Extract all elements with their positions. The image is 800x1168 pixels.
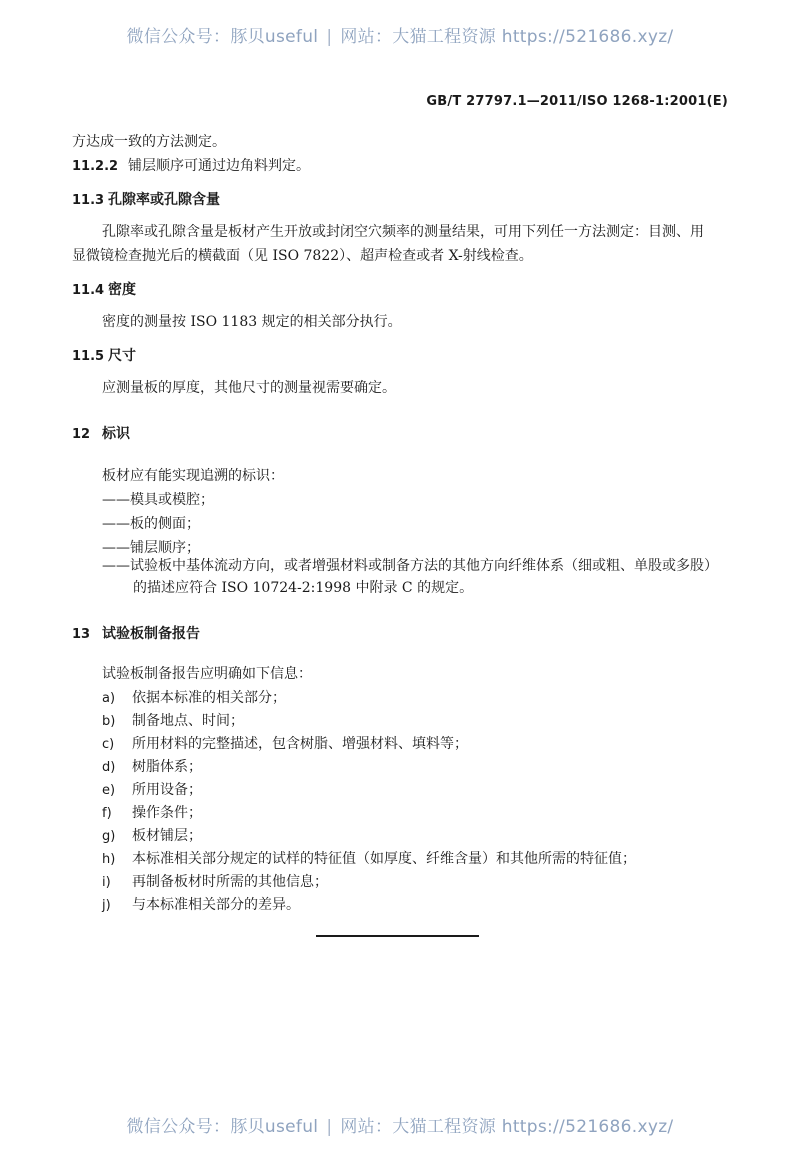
list-item [102,757,202,778]
section-number: 11.3 [72,193,105,208]
section-number: 12 [72,427,91,442]
continuation-text: 方达成一致的方法测定。 [72,134,226,150]
list-item [102,780,202,801]
paragraph-11-4: 密度的测量按 ISO 1183 规定的相关部分执行。 [102,314,402,330]
paragraph-13-intro: 试验板制备报告应明确如下信息： [102,666,312,682]
list-marker: b) [102,714,116,729]
section-heading-11-4 [72,280,136,301]
watermark-separator: | [326,1117,333,1137]
dash-list-item: ——板的侧面； [102,516,200,532]
paragraph-11-5: 应测量板的厚度，其他尺寸的测量视需要确定。 [102,380,396,396]
paragraph-11-3-line2: 显微镜检查抛光后的横截面（见 ISO 7822）、超声检查或者 X-射线检查。 [72,248,533,264]
section-title: 标识 [102,426,130,442]
list-item-text: 制备地点、时间； [132,713,244,729]
list-item [102,849,636,870]
list-item [102,895,300,916]
section-heading-11-3 [72,190,220,211]
list-item-text: 再制备板材时所需的其他信息； [132,874,328,890]
list-marker: j) [102,898,111,913]
section-title: 尺寸 [108,348,136,364]
watermark-wechat: 微信公众号：豚贝useful [126,27,319,47]
watermark-separator: | [326,27,333,47]
watermark-website: 网站：大猫工程资源 https://521686.xyz/ [340,27,674,47]
list-item-text: 所用材料的完整描述，包含树脂、增强材料、填料等； [132,736,468,752]
list-marker: g) [102,829,116,844]
list-marker: e) [102,783,116,798]
clause-number: 11.2.2 [72,159,119,174]
section-heading-13 [72,624,200,645]
standard-code: GB/T 27797.1—2011/ISO 1268-1:2001(E) [426,94,728,109]
section-title: 密度 [108,282,136,298]
list-marker: f) [102,806,112,821]
list-marker: d) [102,760,116,775]
section-title: 孔隙率或孔隙含量 [108,192,220,208]
list-item [102,872,328,893]
section-heading-12 [72,424,130,445]
list-marker: a) [102,691,116,706]
list-item-text: 操作条件； [132,805,202,821]
end-of-document-rule [316,935,479,937]
list-marker: h) [102,852,116,867]
list-marker: c) [102,737,115,752]
paragraph-12-intro: 板材应有能实现追溯的标识： [102,468,284,484]
list-item [102,803,202,824]
dash-list-item: ——模具或模腔； [102,492,214,508]
section-number: 11.5 [72,349,105,364]
paragraph-11-3-line1: 孔隙率或孔隙含量是板材产生开放或封闭空穴频率的测量结果，可用下列任一方法测定：目测、用 [102,224,704,240]
watermark-top [0,22,800,47]
watermark-website: 网站：大猫工程资源 https://521686.xyz/ [340,1117,674,1137]
section-heading-11-5 [72,346,136,367]
list-item-text: 所用设备； [132,782,202,798]
section-number: 13 [72,627,91,642]
section-number: 11.4 [72,283,105,298]
clause-text: 铺层顺序可通过边角料判定。 [128,158,310,174]
list-item-text: 板材铺层； [132,828,202,844]
list-item-text: 本标准相关部分规定的试样的特征值（如厚度、纤维含量）和其他所需的特征值； [132,851,636,867]
watermark-wechat: 微信公众号：豚贝useful [126,1117,319,1137]
list-item [102,734,468,755]
list-marker: i) [102,875,111,890]
list-item [102,711,244,732]
section-title: 试验板制备报告 [102,626,200,642]
dash-list-item-continuation: 的描述应符合 ISO 10724-2:1998 中附录 C 的规定。 [133,580,474,596]
watermark-bottom [0,1112,800,1137]
list-item-text: 依据本标准的相关部分； [132,690,286,706]
list-item [102,688,286,709]
list-item-text: 与本标准相关部分的差异。 [132,897,300,913]
clause-11-2-2 [72,156,310,177]
list-item-text: 树脂体系； [132,759,202,775]
list-item [102,826,202,847]
dash-list-item: ——试验板中基体流动方向，或者增强材料或制备方法的其他方向纤维体系（细或粗、单股或多股） [102,558,718,574]
dash-list-item: ——铺层顺序； [102,540,200,556]
